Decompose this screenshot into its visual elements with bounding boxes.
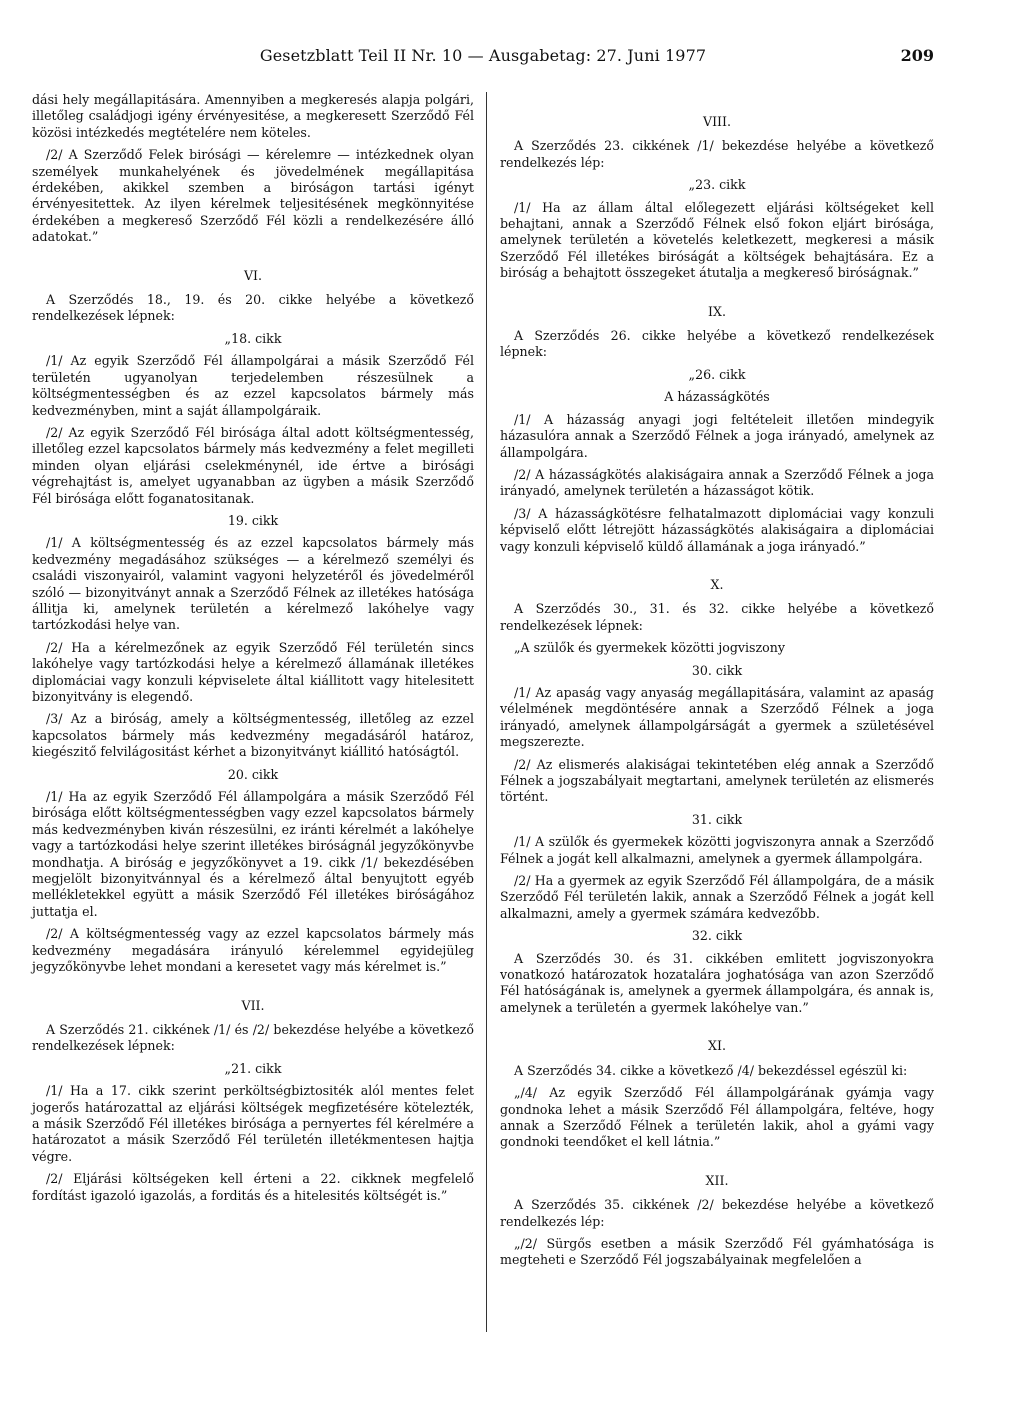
section-heading: IX.: [708, 303, 726, 319]
paragraph: A Szerződés 35. cikkének /2/ bekezdése helyébe a következő rendelkezés lép:: [500, 1197, 934, 1229]
paragraph: dási hely megállapitására. Amennyiben a megkeresés alapja polgári, illetőleg családjogi igény érvényesitése, a megkeresett Szerződő Fél közösi intézkedés megtételére nem köteles.: [32, 92, 474, 140]
article-heading: „18. cikk: [224, 330, 282, 346]
paragraph: /2/ Ha a kérelmezőnek az egyik Szerződő Fél területén sincs lakóhelye vagy tartózkodási helye a kérelmező államának illetékes diplomáciai vagy konzuli képviselete által kiállitott vagy hitelesitett bizonyitvány is elegendő.: [32, 639, 474, 704]
article-heading: A házasságkötés: [664, 389, 770, 405]
paragraph: /1/ Az apaság vagy anyaság megállapitására, valamint az apaság vélelmének megdöntésére annak a Szerződő Félnek a joga irányadó, amelynek állampolgárságát a gyermek a születésével megszerezte.: [500, 684, 934, 750]
paragraph: A Szerződés 21. cikkének /1/ és /2/ bekezdése helyébe a következő rendelkezések lépnek:: [32, 1021, 474, 1054]
article-heading: 20. cikk: [227, 766, 279, 782]
column-divider: [486, 92, 487, 1332]
paragraph: A Szerződés 30. és 31. cikkében emlitett jogviszonyokra vonatkozó határozatok hozatalára joghatósága van azon Szerződő Fél hatóságának is, amelynek a gyermek állampolgára, és annak is, amelynek a területén a gyermek lakóhelye van.”: [500, 950, 934, 1015]
paragraph: „/4/ Az egyik Szerződő Fél állampolgárának gyámja vagy gondnoka lehet a másik Szerződő Fél állampolgára, feltéve, hogy annak a Szerződő Félnek a területén lakik, ahol a gyámi vagy gondnoki teendőket el kell látnia.”: [500, 1085, 934, 1150]
paragraph: A Szerződés 34. cikke a következő /4/ bekezdéssel egészül ki:: [514, 1062, 908, 1078]
article-heading: „23. cikk: [688, 177, 746, 193]
paragraph: /2/ A Szerződő Felek birósági — kérelemre — intézkednek olyan személyek munkahelyének és jövedelmének megállapitása érdekében, akikkel szemben a biróságon tartási igényt érvényesitettek. Az ilyen kérelmek teljesitésének megkönnyitése érdekében a megkereső Szerződő Fél közli a rendelkezésére álló adatokat.”: [32, 147, 474, 245]
paragraph: „A szülők és gyermekek közötti jogviszony: [514, 640, 785, 656]
section-heading: VIII.: [702, 114, 732, 129]
paragraph: /2/ Eljárási költségeken kell érteni a 22. cikknek megfelelő fordítást igazoló igazolás, a forditás és a hitelesités költségét is.”: [32, 1171, 474, 1203]
paragraph: A Szerződés 30., 31. és 32. cikke helyébe a következő rendelkezések lépnek:: [500, 601, 934, 633]
paragraph: /1/ Ha az egyik Szerződő Fél állampolgára a másik Szerződő Fél birósága előtt költségmentességben vagy ezzel kapcsolatos bármely más kedvezményben kiván részesülni, ez iránti kérelmét a lakóhelye vagy a tartózkodási helye szerint illetékes biróságnál jegyzőkönyvbe mondhatja. A biróság e jegyzőkönyvet a 19. cikk /1/ bekezdésében megjelölt bizonyitvánnyal és a kérelmező által benyujtott egyéb mellékletekkel együtt a másik Szerződő Fél illetékes biróságához juttatja el.: [32, 789, 474, 919]
section-heading: VI.: [243, 267, 263, 283]
paragraph: /2/ A költségmentesség vagy az ezzel kapcsolatos bármely más kedvezmény megadására irányuló kérelemmel egyidejüleg jegyzőkönyvbe lehet mondani a keresetet vagy más kérelmet is.”: [32, 926, 474, 975]
right-column: [500, 92, 934, 1275]
article-heading: 32. cikk: [691, 928, 743, 944]
paragraph: /2/ A házasságkötés alakiságaira annak a Szerződő Félnek a joga irányadó, amelynek területén a házasságot kötik.: [500, 466, 934, 499]
section-heading: XII.: [705, 1172, 729, 1188]
paragraph: /1/ A költségmentesség és az ezzel kapcsolatos bármely más kedvezmény megadásához szükséges — a kérelmező személyi és családi viszonyairól, valamint vagyoni helyzetéről és jövedelméről szóló — bizonyitványt annak a Szerződő Félnek az illetékes hatósága állitja ki, amelynek területén a kérelmező lakóhelye vagy tartózkodási helye van.: [32, 535, 474, 633]
paragraph: A Szerződés 23. cikkének /1/ bekezdése helyébe a következő rendelkezés lép:: [500, 138, 934, 170]
page-number: 209: [900, 46, 934, 65]
paragraph: „/2/ Sürgős esetben a másik Szerződő Fél gyámhatósága is megteheti e Szerződő Fél jogszabályainak megfelelően a: [500, 1235, 934, 1268]
paragraph: A Szerződés 18., 19. és 20. cikke helyébe a következő rendelkezések lépnek:: [32, 292, 474, 324]
paragraph: /2/ Ha a gyermek az egyik Szerződő Fél állampolgára, de a másik Szerződő Fél területén lakik, annak a Szerződő Félnek a jogát kell alkalmazni, amely a gyermek számára kedvezőbb.: [500, 873, 934, 921]
article-heading: 30. cikk: [691, 662, 743, 678]
paragraph: A Szerződés 26. cikke helyébe a következő rendelkezések lépnek:: [500, 328, 934, 360]
article-heading: „26. cikk: [688, 366, 746, 382]
section-heading: X.: [710, 576, 724, 592]
paragraph: /1/ Ha a 17. cikk szerint perköltségbiztositék alól mentes felet jogerős határozattal az eljárási költségek megfizetésére kötelezték, a másik Szerződő Fél illetékes birósága a pernyertes fél kérelmére a határozatot a másik Szerződő Fél területén illetékmentesen hajtja végre.: [32, 1083, 474, 1164]
paragraph: /1/ Az egyik Szerződő Fél állampolgárai a másik Szerződő Fél területén ugyanolyan terjedelemben részesülnek a költségmentességben és az ezzel kapcsolatos bármely más kedvezményben, mint a saját állampolgáraik.: [32, 353, 474, 418]
page-header: [32, 46, 934, 68]
article-heading: 31. cikk: [691, 811, 743, 827]
paragraph: /2/ Az egyik Szerződő Fél birósága által adott költségmentesség, illetőleg ezzel kapcsolatos bármely más kedvezmény a felet megilleti minden olyan eljárási cselekménynél, ide értve a birósági végrehajtást is, amelyet ugyanabban az ügyben a másik Szerződő Fél birósága előtt foganatositanak.: [32, 424, 474, 506]
paragraph: /1/ Ha az állam által előlegezett eljárási költségeket kell behajtani, annak a Szerződő Félnek első fokon eljárt birósága, amelynek területén a követelés keletkezett, megkeresi a másik Szerződő Fél illetékes biróságát a költségek behajtására. Ez a biróság a behajtott összegeket átutalja a megkereső biróságnak.”: [500, 199, 934, 281]
section-heading: VII.: [241, 997, 265, 1013]
section-heading: XI.: [708, 1038, 726, 1054]
paragraph: /2/ Az elismerés alakiságai tekintetében elég annak a Szerződő Félnek a jogszabályait megtartani, amelynek területén az elismerés történt.: [500, 756, 934, 805]
paragraph: /3/ Az a biróság, amely a költségmentesség, illetőleg az ezzel kapcsolatos bármely más kedvezmény megadásáról határoz, kiegészitő felvilágositást kérhet a bizonyitványt kiállitó hatóságtól.: [32, 711, 474, 760]
paragraph: /1/ A szülők és gyermekek közötti jogviszonyra annak a Szerződő Félnek a jogát kell alkalmazni, amelynek a gyermek állampolgára.: [500, 834, 934, 866]
article-heading: 19. cikk: [227, 512, 279, 528]
paragraph: /3/ A házasságkötésre felhatalmazott diplomáciai vagy konzuli képviselő előtt létrejött házasságkötés alakiságaira a diplomáciai vagy konzuli képviselő küldő államának a joga irányadó.”: [500, 505, 934, 554]
left-column: [32, 92, 474, 1210]
gazette-title: Gesetzblatt Teil II Nr. 10 — Ausgabetag: 27. Juni 1977: [259, 46, 707, 65]
paragraph: /1/ A házasság anyagi jogi feltételeit illetően mindegyik házasulóra annak a Szerződő Félnek a joga irányadó, amelynek az állampolgára.: [500, 411, 934, 460]
article-heading: „21. cikk: [224, 1060, 282, 1076]
